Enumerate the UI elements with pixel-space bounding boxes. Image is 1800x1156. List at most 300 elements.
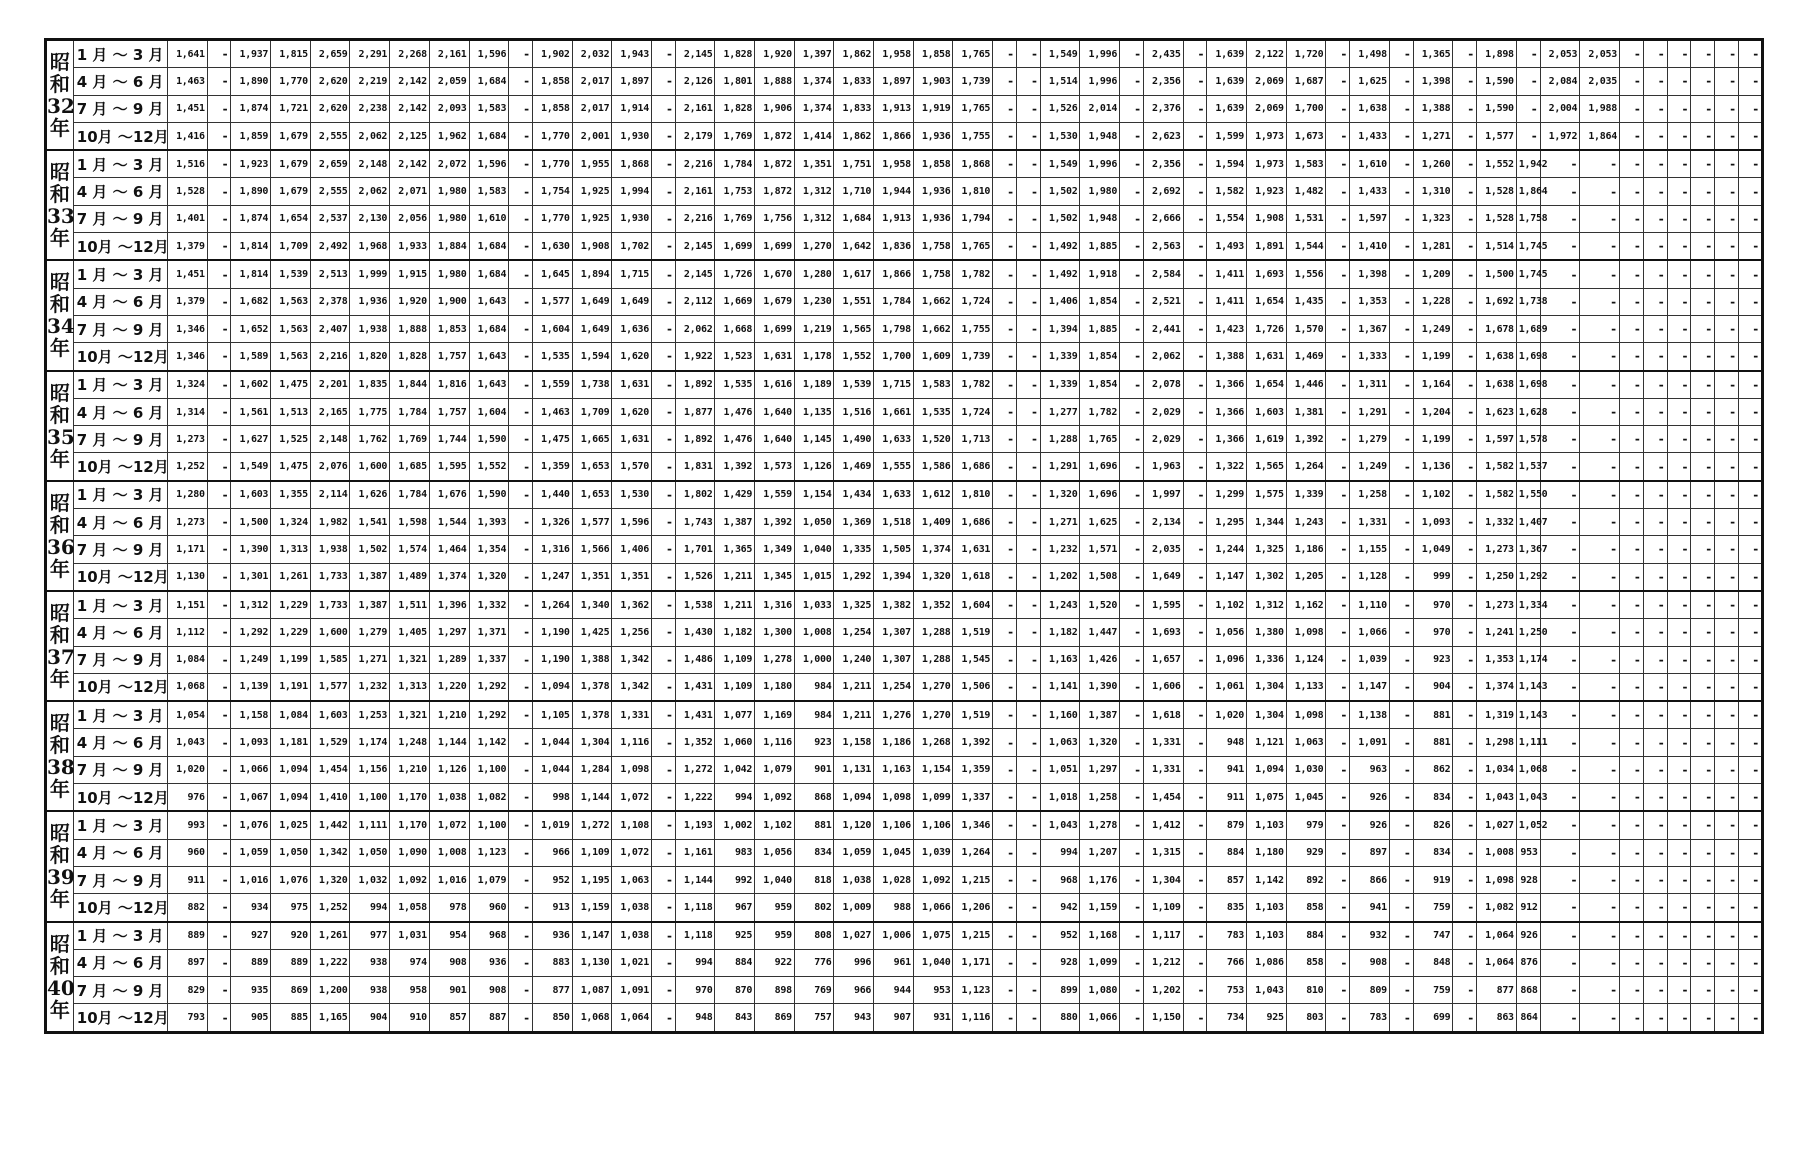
table-cell: 1,475 [271, 371, 311, 399]
table-cell: - [509, 866, 533, 893]
table-cell: - [207, 178, 231, 205]
table-cell: 1,388 [1413, 95, 1453, 122]
table-cell: - [1453, 866, 1477, 893]
table-cell: - [1326, 288, 1350, 315]
table-cell: - [207, 701, 231, 729]
table-cell: 1,320 [1080, 729, 1120, 756]
table-cell: 1,396 [429, 591, 469, 619]
table-cell: 809 [1350, 977, 1390, 1004]
table-cell: 835 [1207, 894, 1247, 922]
table-cell: 2,072 [429, 150, 469, 178]
table-cell: 1,068 [1516, 756, 1540, 783]
table-cell: - [651, 371, 675, 399]
table-cell: - [1667, 426, 1691, 453]
table-cell: 938 [350, 949, 390, 976]
table-cell: 904 [1413, 673, 1453, 701]
table-cell: 2,659 [310, 40, 350, 68]
table-cell: 1,595 [1143, 591, 1183, 619]
table-cell: 1,411 [1207, 260, 1247, 288]
table-row [46, 315, 1763, 342]
table-cell: - [207, 398, 231, 425]
table-cell: - [1738, 150, 1762, 178]
table-cell: 864 [1516, 1004, 1540, 1032]
table-cell: 1,692 [1477, 288, 1517, 315]
table-cell: - [1715, 178, 1739, 205]
table-cell: 1,331 [1143, 729, 1183, 756]
table-cell: - [1326, 894, 1350, 922]
table-cell: 932 [1350, 922, 1390, 950]
year-label-era2: 和 [49, 843, 70, 868]
table-cell: - [1016, 371, 1040, 399]
table-cell: 2,201 [310, 371, 350, 399]
table-cell: 1,679 [271, 178, 311, 205]
table-cell: - [1326, 977, 1350, 1004]
table-cell: - [1738, 839, 1762, 866]
table-cell: - [1691, 1004, 1715, 1032]
table-cell: 931 [913, 1004, 953, 1032]
table-cell: - [993, 1004, 1017, 1032]
table-cell: 1,390 [231, 536, 271, 563]
table-cell: - [1580, 839, 1620, 866]
table-cell: - [1738, 1004, 1762, 1032]
table-cell: 1,600 [310, 619, 350, 646]
table-cell: - [1738, 756, 1762, 783]
table-cell: 1,815 [271, 40, 311, 68]
table-cell: 926 [1350, 784, 1390, 812]
table-cell: 1,853 [429, 315, 469, 342]
table-cell: 1,673 [1286, 122, 1326, 150]
table-cell: 1,054 [168, 701, 208, 729]
table-cell: 2,692 [1143, 178, 1183, 205]
table-cell: 1,980 [1080, 178, 1120, 205]
table-cell: 1,353 [1477, 646, 1517, 673]
table-cell: 1,798 [874, 315, 914, 342]
table-cell: - [1120, 150, 1144, 178]
table-cell: - [1580, 150, 1620, 178]
table-row [46, 646, 1763, 673]
table-cell: - [1580, 1004, 1620, 1032]
table-cell: 1,121 [1247, 729, 1287, 756]
table-cell: - [1643, 233, 1667, 261]
table-cell: 858 [1286, 949, 1326, 976]
table-cell: 1,094 [834, 784, 874, 812]
table-cell: 928 [1516, 866, 1540, 893]
table-cell: 1,250 [1477, 563, 1517, 591]
table-cell: - [1016, 756, 1040, 783]
table-cell: - [1453, 40, 1477, 68]
table-cell: 1,612 [913, 481, 953, 509]
table-cell: 1,514 [1477, 233, 1517, 261]
table-cell: 1,469 [1286, 343, 1326, 371]
table-cell: - [1453, 178, 1477, 205]
table-cell: 1,520 [1080, 591, 1120, 619]
table-cell: - [1453, 563, 1477, 591]
table-cell: 1,272 [675, 756, 715, 783]
table-cell: - [651, 150, 675, 178]
table-cell: - [993, 811, 1017, 839]
table-cell: 889 [231, 949, 271, 976]
table-cell: - [1540, 453, 1580, 481]
table-cell: 1,770 [532, 150, 572, 178]
table-cell: 936 [469, 949, 509, 976]
table-cell: - [1326, 673, 1350, 701]
table-cell: 1,398 [1350, 260, 1390, 288]
table-cell: 1,390 [1080, 673, 1120, 701]
table-cell: 1,810 [953, 481, 993, 509]
table-cell: - [509, 839, 533, 866]
table-cell: 2,145 [675, 233, 715, 261]
table-cell: 1,769 [715, 122, 755, 150]
table-cell: - [1691, 481, 1715, 509]
table-cell: - [1120, 646, 1144, 673]
table-cell: 2,216 [310, 343, 350, 371]
table-cell: 1,794 [953, 205, 993, 232]
table-cell: 943 [834, 1004, 874, 1032]
table-cell: 1,289 [429, 646, 469, 673]
table-cell: 970 [675, 977, 715, 1004]
table-cell: 1,351 [572, 563, 612, 591]
table-cell: - [651, 839, 675, 866]
table-cell: 994 [1040, 839, 1080, 866]
table-cell: 1,552 [834, 343, 874, 371]
table-cell: 1,968 [350, 233, 390, 261]
table-cell: - [207, 315, 231, 342]
table-cell: 2,126 [675, 68, 715, 95]
table-cell: 1,354 [469, 536, 509, 563]
table-cell: 1,210 [429, 701, 469, 729]
table-cell: 802 [794, 894, 834, 922]
table-cell: 1,025 [271, 811, 311, 839]
table-cell: 1,079 [755, 756, 795, 783]
table-cell: - [207, 343, 231, 371]
table-cell: - [1619, 673, 1643, 701]
table-cell: - [1667, 233, 1691, 261]
table-cell: - [1016, 122, 1040, 150]
table-cell: 1,754 [532, 178, 572, 205]
table-cell: - [1120, 701, 1144, 729]
quarter-label: 10月 ～12月 [73, 1004, 167, 1032]
table-cell: - [1715, 426, 1739, 453]
table-cell: - [993, 398, 1017, 425]
table-cell: - [1326, 729, 1350, 756]
table-cell: 1,096 [1207, 646, 1247, 673]
table-cell: 1,336 [1247, 646, 1287, 673]
table-cell: 1,679 [271, 122, 311, 150]
table-cell: 1,066 [1350, 619, 1390, 646]
table-cell: 1,151 [168, 591, 208, 619]
table-cell: 1,890 [231, 68, 271, 95]
table-cell: 1,144 [675, 866, 715, 893]
table-cell: 892 [1286, 866, 1326, 893]
table-cell: 1,123 [469, 839, 509, 866]
table-cell: - [1667, 673, 1691, 701]
table-cell: 1,193 [675, 811, 715, 839]
table-cell: 810 [1286, 977, 1326, 1004]
table-cell: 1,256 [612, 619, 652, 646]
table-cell: - [1389, 398, 1413, 425]
table-cell: - [1120, 977, 1144, 1004]
table-cell: 1,118 [675, 922, 715, 950]
table-cell: 1,342 [612, 646, 652, 673]
table-cell: - [1691, 260, 1715, 288]
table-cell: 1,320 [913, 563, 953, 591]
table-cell: 1,379 [168, 288, 208, 315]
table-cell: - [509, 509, 533, 536]
table-cell: 2,492 [310, 233, 350, 261]
table-cell: - [1738, 619, 1762, 646]
table-cell: - [1619, 150, 1643, 178]
table-cell: - [1516, 68, 1540, 95]
table-cell: 1,654 [271, 205, 311, 232]
table-cell: 1,052 [1516, 811, 1540, 839]
table-cell: 834 [794, 839, 834, 866]
table-cell: - [1540, 646, 1580, 673]
table-cell: - [651, 756, 675, 783]
table-cell: 975 [271, 894, 311, 922]
table-cell: 1,610 [1350, 150, 1390, 178]
table-cell: 953 [1516, 839, 1540, 866]
table-cell: 2,148 [310, 426, 350, 453]
table-cell: 960 [168, 839, 208, 866]
table-cell: 923 [1413, 646, 1453, 673]
table-cell: 2,161 [429, 40, 469, 68]
table-cell: 1,583 [469, 95, 509, 122]
table-cell: 1,142 [1247, 866, 1287, 893]
table-cell: 1,288 [913, 646, 953, 673]
table-cell: 1,249 [1350, 453, 1390, 481]
table-cell: 869 [755, 1004, 795, 1032]
table-cell: 1,320 [1040, 481, 1080, 509]
table-cell: 1,508 [1080, 563, 1120, 591]
table-cell: - [1667, 839, 1691, 866]
table-cell: 1,077 [715, 701, 755, 729]
table-cell: 1,292 [469, 701, 509, 729]
table-cell: - [1326, 233, 1350, 261]
table-cell: - [1643, 894, 1667, 922]
table-cell: 1,038 [612, 922, 652, 950]
table-cell: 1,684 [469, 315, 509, 342]
table-cell: 1,554 [1207, 205, 1247, 232]
table-cell: 877 [1477, 977, 1517, 1004]
table-cell: 1,018 [1040, 784, 1080, 812]
table-cell: 1,872 [755, 178, 795, 205]
table-cell: - [1691, 95, 1715, 122]
table-cell: - [1120, 453, 1144, 481]
table-cell: - [509, 646, 533, 673]
table-cell: - [1389, 260, 1413, 288]
table-cell: - [207, 646, 231, 673]
table-cell: 1,549 [1040, 40, 1080, 68]
table-cell: - [1738, 866, 1762, 893]
table-cell: 1,039 [1350, 646, 1390, 673]
table-cell: 1,930 [612, 205, 652, 232]
table-cell: 1,150 [1143, 1004, 1183, 1032]
table-cell: - [509, 673, 533, 701]
table-cell: - [1738, 205, 1762, 232]
table-cell: - [1619, 68, 1643, 95]
table-cell: - [207, 784, 231, 812]
table-cell: - [651, 646, 675, 673]
table-cell: 1,145 [794, 426, 834, 453]
table-cell: 1,091 [612, 977, 652, 1004]
table-cell: 1,526 [675, 563, 715, 591]
table-cell: - [1738, 122, 1762, 150]
table-cell: 1,249 [231, 646, 271, 673]
table-cell: - [1326, 536, 1350, 563]
table-cell: 843 [715, 1004, 755, 1032]
table-cell: 1,559 [755, 481, 795, 509]
table-cell: - [993, 95, 1017, 122]
table-cell: 1,701 [675, 536, 715, 563]
table-cell: 941 [1350, 894, 1390, 922]
table-cell: 2,563 [1143, 233, 1183, 261]
table-cell: 1,112 [168, 619, 208, 646]
table-cell: - [1453, 68, 1477, 95]
table-cell: 1,530 [612, 481, 652, 509]
table-cell: 1,836 [874, 233, 914, 261]
table-cell: 1,626 [350, 481, 390, 509]
table-row [46, 922, 1763, 950]
table-cell: 2,161 [675, 178, 715, 205]
table-cell: 1,602 [231, 371, 271, 399]
table-cell: - [1183, 646, 1207, 673]
table-cell: 988 [874, 894, 914, 922]
table-cell: 1,933 [390, 233, 430, 261]
table-cell: - [1619, 509, 1643, 536]
table-cell: 2,062 [350, 122, 390, 150]
table-cell: 1,489 [390, 563, 430, 591]
table-cell: 1,199 [271, 646, 311, 673]
table-cell: - [1667, 178, 1691, 205]
table-cell: 1,670 [755, 260, 795, 288]
table-cell: - [1326, 426, 1350, 453]
price-table [44, 38, 1764, 1034]
table-row [46, 426, 1763, 453]
table-cell: 1,292 [1516, 563, 1540, 591]
table-cell: 1,606 [1143, 673, 1183, 701]
table-cell: 1,733 [310, 591, 350, 619]
table-cell: - [1738, 701, 1762, 729]
table-cell: 1,639 [1207, 40, 1247, 68]
table-cell: 1,189 [794, 371, 834, 399]
table-cell: - [1580, 343, 1620, 371]
table-cell: 1,020 [168, 756, 208, 783]
table-cell: 1,784 [390, 398, 430, 425]
table-cell: 1,079 [469, 866, 509, 893]
table-cell: 1,516 [834, 398, 874, 425]
table-cell: - [1643, 701, 1667, 729]
table-cell: - [1715, 977, 1739, 1004]
table-cell: 1,297 [1080, 756, 1120, 783]
table-cell: 1,577 [1477, 122, 1517, 150]
table-cell: 1,320 [469, 563, 509, 591]
table-cell: 1,864 [1516, 178, 1540, 205]
table-cell: 1,319 [1477, 701, 1517, 729]
table-cell: 1,374 [429, 563, 469, 591]
year-label [46, 40, 74, 151]
table-cell: 1,414 [794, 122, 834, 150]
table-cell: 884 [715, 949, 755, 976]
table-cell: 850 [532, 1004, 572, 1032]
table-cell: - [1389, 371, 1413, 399]
table-cell: 1,163 [874, 756, 914, 783]
table-cell: 759 [1413, 894, 1453, 922]
table-cell: 1,943 [612, 40, 652, 68]
table-cell: 1,313 [390, 673, 430, 701]
table-cell: 1,292 [231, 619, 271, 646]
table-cell: - [1580, 453, 1620, 481]
table-cell: 1,094 [532, 673, 572, 701]
table-cell: - [1580, 178, 1620, 205]
table-cell: 1,406 [612, 536, 652, 563]
quarter-label: 7 月 ～ 9 月 [73, 866, 167, 893]
table-cell: - [207, 894, 231, 922]
table-cell: - [1540, 839, 1580, 866]
table-cell: - [1453, 288, 1477, 315]
year-label [46, 811, 74, 921]
table-cell: 1,451 [168, 260, 208, 288]
table-cell: - [993, 122, 1017, 150]
table-cell: 1,182 [1040, 619, 1080, 646]
table-cell: 1,379 [168, 233, 208, 261]
table-cell: 1,545 [953, 646, 993, 673]
table-cell: - [993, 481, 1017, 509]
table-cell: - [1389, 866, 1413, 893]
table-cell: 2,620 [310, 95, 350, 122]
table-cell: 1,475 [271, 453, 311, 481]
table-cell: - [1453, 426, 1477, 453]
table-cell: 2,513 [310, 260, 350, 288]
table-cell: - [1715, 205, 1739, 232]
year-label-era2: 和 [49, 953, 70, 978]
table-cell: - [1389, 949, 1413, 976]
table-cell: - [1183, 343, 1207, 371]
table-cell: - [1120, 811, 1144, 839]
table-cell: - [1389, 839, 1413, 866]
table-cell: - [1016, 977, 1040, 1004]
table-cell: 882 [168, 894, 208, 922]
table-cell: 848 [1413, 949, 1453, 976]
table-cell: - [1389, 40, 1413, 68]
table-cell: - [1540, 260, 1580, 288]
table-cell: - [1580, 398, 1620, 425]
table-cell: 1,139 [231, 673, 271, 701]
table-cell: 1,511 [390, 591, 430, 619]
table-cell: 929 [1286, 839, 1326, 866]
table-cell: - [1453, 784, 1477, 812]
table-cell: - [1016, 563, 1040, 591]
table-cell: 1,539 [834, 371, 874, 399]
table-cell: - [993, 178, 1017, 205]
table-row [46, 866, 1763, 893]
table-cell: 1,182 [715, 619, 755, 646]
table-row [46, 40, 1763, 68]
table-cell: - [1389, 453, 1413, 481]
table-cell: - [207, 426, 231, 453]
table-cell: - [1580, 949, 1620, 976]
table-cell: 818 [794, 866, 834, 893]
table-row [46, 756, 1763, 783]
table-cell: - [1667, 536, 1691, 563]
table-cell: - [651, 949, 675, 976]
table-cell: 1,059 [231, 839, 271, 866]
table-cell: 1,416 [168, 122, 208, 150]
table-cell: 1,649 [612, 288, 652, 315]
table-cell: - [1619, 536, 1643, 563]
table-cell: 1,942 [1516, 150, 1540, 178]
table-cell: 1,040 [913, 949, 953, 976]
table-cell: 1,616 [755, 371, 795, 399]
